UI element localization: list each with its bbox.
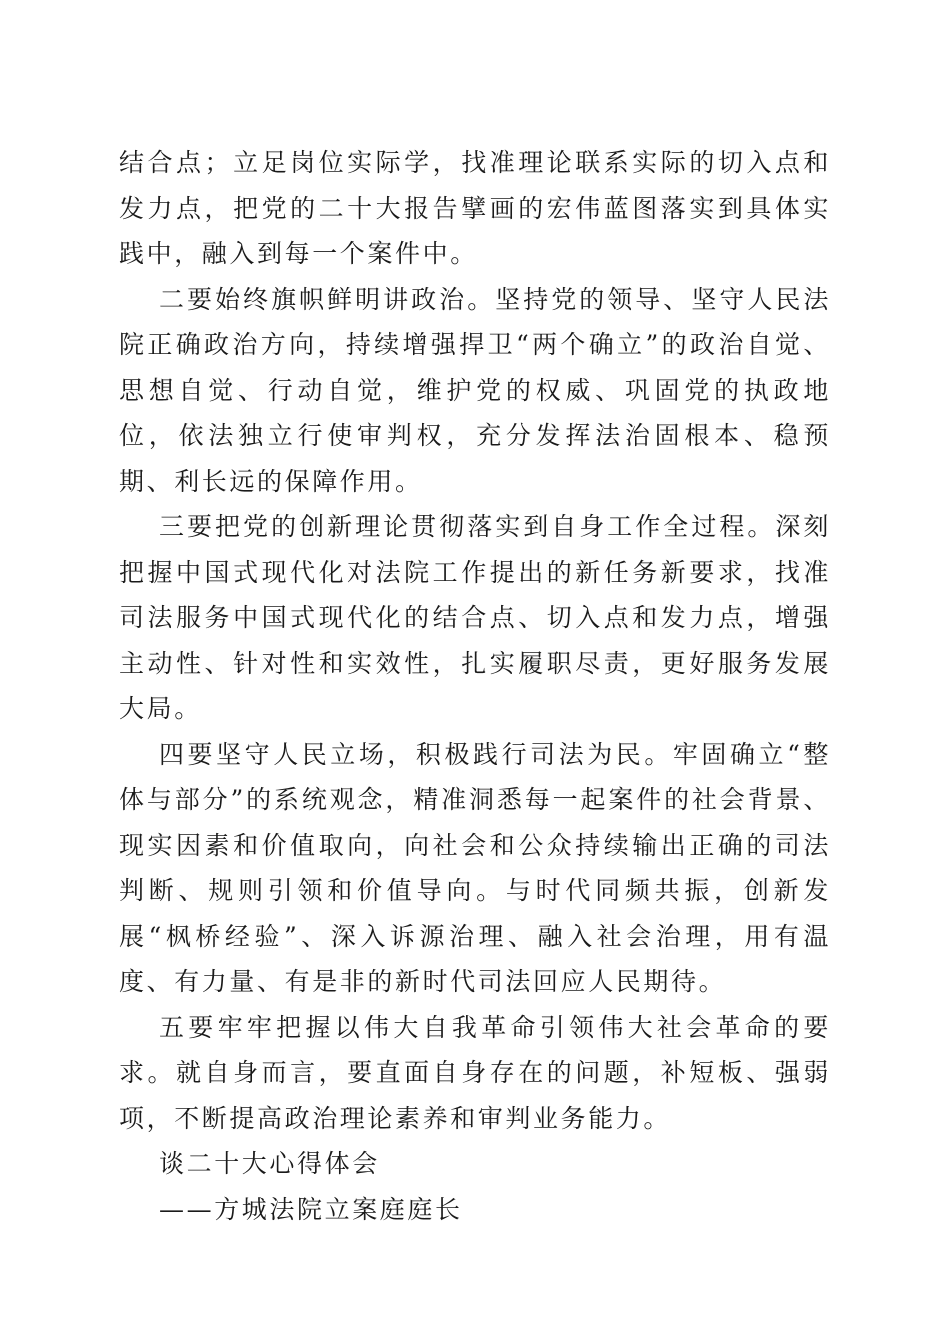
paragraph-point-five: 五要牢牢把握以伟大自我革命引领伟大社会革命的要求。就自身而言，要直面自身存在的问题，补短板、强弱项，不断提高政治理论素养和审判业务能力。 — [119, 1012, 831, 1133]
closing-title: 谈二十大心得体会 — [159, 1149, 380, 1178]
document-body — [119, 140, 831, 1232]
paragraph-point-two: 二要始终旗帜鲜明讲政治。坚持党的领导、坚守人民法院正确政治方向，持续增强捍卫“两个确立”的政治自觉、思想自觉、行动自觉，维护党的权威、巩固党的执政地位，依法独立行使审判权，充分发挥法治固根本、稳预期、利长远的保障作用。 — [119, 284, 831, 496]
paragraph-point-three: 三要把党的创新理论贯彻落实到自身工作全过程。深刻把握中国式现代化对法院工作提出的新任务新要求，找准司法服务中国式现代化的结合点、切入点和发力点，增强主动性、针对性和实效性，扎实履职尽责，更好服务发展大局。 — [119, 512, 831, 723]
closing-author: ——方城法院立案庭庭长 — [159, 1194, 463, 1224]
paragraph-continuation: 结合点；立足岗位实际学，找准理论联系实际的切入点和发力点，把党的二十大报告擘画的宏伟蓝图落实到具体实践中，融入到每一个案件中。 — [119, 148, 831, 268]
paragraph-point-four: 四要坚守人民立场，积极践行司法为民。牢固确立“整体与部分”的系统观念，精准洞悉每一起案件的社会背景、现实因素和价值取向，向社会和公众持续输出正确的司法判断、规则引领和价值导向。与时代同频共振，创新发展“枫桥经验”、深入诉源治理、融入社会治理，用有温度、有力量、有是非的新时代司法回应人民期待。 — [119, 739, 831, 996]
